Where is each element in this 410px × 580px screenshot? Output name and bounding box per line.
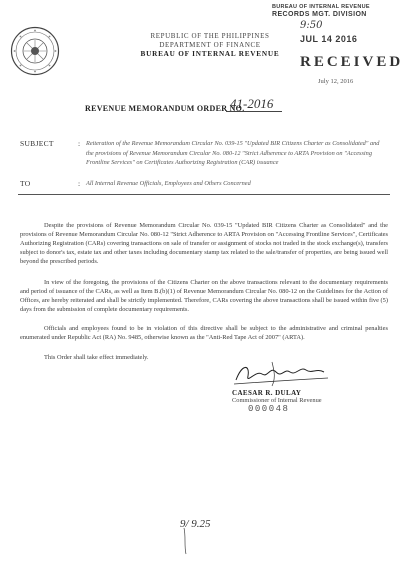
to-colon: : <box>78 179 81 188</box>
stamp-time: 9:50 <box>300 20 323 31</box>
divider-rule <box>18 194 390 195</box>
order-number-underline <box>226 111 282 112</box>
bir-seal-icon <box>10 26 60 76</box>
stamp-date: JUL 14 2016 <box>300 34 358 44</box>
order-number: 41-2016 <box>230 96 274 111</box>
initials-stroke <box>178 520 218 560</box>
paragraph-1: Despite the provisions of Revenue Memorandum Circular No. 039-15 "Updated BIR Citizens Charter as Consolidated" and the provisions of Revenue Memorandum Circular No. 080-12 "Strict Adherence to ARTA Provision on "Accessing Frontline Services", Certificates Authorizing Registration (CARs) covering transactions on sale of transfer or assignment of stocks not traded in the stock exchange(s), transfers subject to donor's tax, estate tax and other taxes including documentary stamp tax related to the sale/transfer of properties, are being issued well beyond the prescribed periods. <box>20 222 388 265</box>
subject-text: Reiteration of the Revenue Memorandum Circular No. 039-15 "Updated BIR Citizens Charter as Consolidated" and the provisions of Revenue Memorandum Circular No. 080-12 "Strict Adherence to ARTA Provision on "Accessing Frontline Services" on Certificates Authorizing Registration (CAR) issuance <box>86 140 380 166</box>
letterhead-bureau: BUREAU OF INTERNAL REVENUE <box>140 50 280 58</box>
signature-graphic <box>232 360 342 390</box>
handwritten-initials: 9/ 9.25 <box>180 518 211 530</box>
document-date: July 12, 2016 <box>318 78 354 85</box>
received-stamp: RECEIVED <box>300 54 404 70</box>
stamp-division: RECORDS MGT. DIVISION <box>272 11 367 18</box>
signatory-name: CAESAR R. DULAY <box>232 389 302 397</box>
to-label: TO <box>20 179 31 188</box>
subject-colon: : <box>78 139 81 148</box>
letterhead-department: DEPARTMENT OF FINANCE <box>159 41 261 49</box>
letterhead-republic: REPUBLIC OF THE PHILIPPINES <box>150 32 270 40</box>
paragraph-4: This Order shall take effect immediately. <box>44 354 149 361</box>
subject-label: SUBJECT <box>20 139 54 148</box>
paragraph-2: In view of the foregoing, the provisions of the Citizens Charter on the above transactions relevant to the documentary requirements and period of issuance of the CARs, as well as Item B.(b)(1) of Revenue Memorandum Circular No. 080-12 on the Guidelines for the Action of Offices, are hereby reiterated and shall be strictly implemented. Therefore, CARs covering the above transactions shall be issued within five (5) days from the submission of complete documentary requirements. <box>20 279 388 313</box>
stamp-bureau: BUREAU OF INTERNAL REVENUE <box>272 4 370 10</box>
paragraph-3: Officials and employees found to be in violation of this directive shall be subject to the administrative and criminal penalties enumerated under Republic Act (RA) No. 9485, otherwise known as the "Anti-Red Tape Act of 2007" (ARTA). <box>20 325 388 341</box>
order-title: REVENUE MEMORANDUM ORDER NO. <box>85 104 245 113</box>
to-text: All Internal Revenue Officials, Employees and Others Concerned <box>86 180 251 187</box>
signatory-title: Commissioner of Internal Revenue <box>232 397 322 404</box>
serial-number: 000048 <box>248 404 290 414</box>
